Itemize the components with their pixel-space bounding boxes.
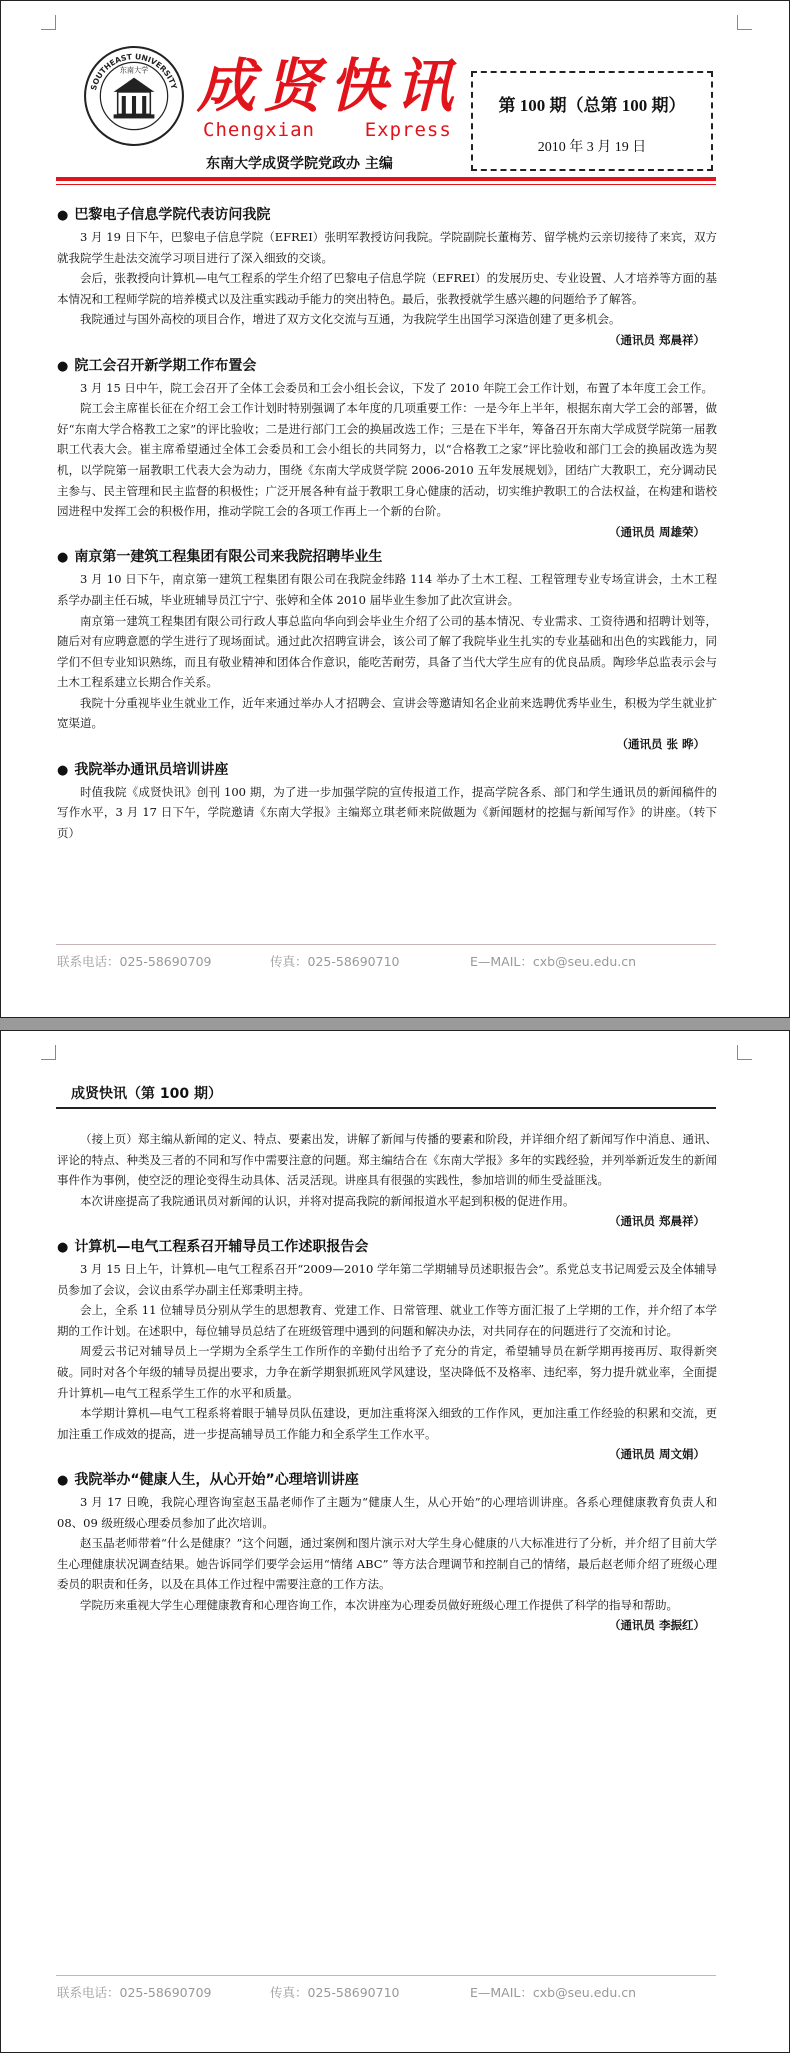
article-paragraph: 会上，全系 11 位辅导员分别从学生的思想教育、党建工作、日常管理、就业工作等方面汇报了上学期的工作，并介绍了本学期的工作计划。在述职中，每位辅导员总结了在班级管理中遇到的问题和解决办法，对共同存在的问题进行了交流和讨论。 [57, 1303, 717, 1338]
issue-date: 2010 年 3 月 19 日 [537, 140, 647, 155]
article-title-text: 南京第一建筑工程集团有限公司来我院招聘毕业生 [74, 549, 383, 566]
page1-articles [57, 204, 717, 847]
article-paragraph: 3 月 15 日上午，计算机—电气工程系召开“2009—2010 学年第二学期辅导员述职报告会”。系党总支书记周爱云及全体辅导员参加了会议，会议由系学办副主任郑秉明主持。 [57, 1261, 717, 1297]
article-title-text: 计算机—电气工程系召开辅导员工作述职报告会 [74, 1238, 369, 1255]
bullet-icon: ● [57, 550, 69, 566]
article [57, 204, 717, 351]
article [57, 1236, 717, 1465]
article [57, 759, 717, 844]
article-title-text: 院工会召开新学期工作布置会 [74, 357, 257, 374]
crop-mark [41, 1045, 56, 1060]
article-paragraph: 本学期计算机—电气工程系将着眼于辅导员队伍建设，更加注重将深入细致的工作作风，更加注重工作经验的积累和交流，更加注重工作成效的提高，进一步提高辅导员工作能力和全系学生工作水平。 [57, 1406, 717, 1441]
article-paragraph: 周爱云书记对辅导员上一学期为全系学生工作所作的辛勤付出给予了充分的肯定，希望辅导员在新学期再接再厉、取得新突破。同时对各个年级的辅导员提出要求，力争在新学期狠抓班风学风建设，坚决降低不及格率、违纪率，努力提升就业率，全面提升计算机—电气工程系学生工作的水平和质量。 [57, 1344, 717, 1400]
article-author: （通讯员 张 晔） [616, 737, 705, 752]
header-rule [56, 1107, 716, 1109]
footer-phone: 联系电话：025-58690709 [57, 1985, 212, 2000]
seal-ring-text: SOUTHEAST UNIVERSITY [89, 52, 179, 92]
article-paragraph: 南京第一建筑工程集团有限公司行政人事总监向华向到会毕业生介绍了公司的基本情况、专业需求、工资待遇和招聘计划等，随后对有应聘意愿的学生进行了现场面试。通过此次招聘宣讲会，该公司了解了我院毕业生扎实的专业基础和出色的实践能力，同学们不但专业知识熟练，而且有敬业精神和团体合作意识，能吃苦耐劳，具备了当代大学生应有的优良品质。陶珍华总监表示会与土木工程系建立长期合作关系。 [57, 613, 717, 690]
university-seal-logo [83, 45, 185, 147]
article-author: （通讯员 李振红） [608, 1618, 705, 1633]
article-paragraph: 本次讲座提高了我院通讯员对新闻的认识，并将对提高我院的新闻报道水平起到积极的促进作用。 [80, 1193, 575, 1208]
article-title-text: 我院举办通讯员培训讲座 [74, 761, 229, 778]
footer-fax: 传真：025-58690710 [270, 954, 400, 969]
footer-rule [56, 944, 716, 945]
article-paragraph: 我院十分重视毕业生就业工作，近年来通过举办人才招聘会、宣讲会等邀请知名企业前来选聘优秀毕业生，积极为学生就业扩宽渠道。 [57, 695, 717, 731]
masthead-subtitle: Chengxian Express [203, 119, 452, 141]
article-title [57, 355, 717, 378]
article-paragraph: 3 月 19 日下午，巴黎电子信息学院（EFREI）张明军教授访问我院。学院副院长董梅芳、留学桃灼云亲切接待了来宾，双方就我院学生赴法交流学习项目进行了深入细致的交谈。 [57, 230, 717, 265]
article-paragraph: 3 月 17 日晚，我院心理咨询室赵玉晶老师作了主题为“健康人生，从心开始”的心理培训讲座。各系心理健康教育负责人和 08、09 级班级心理委员参加了此次培训。 [57, 1494, 717, 1530]
article [57, 1469, 717, 1636]
article-title-text: 巴黎电子信息学院代表访问我院 [74, 207, 271, 223]
bullet-icon: ● [57, 208, 69, 223]
article-author: （通讯员 郑晨祥） [608, 1214, 705, 1229]
masthead-thin-rule [56, 184, 716, 185]
article-title [57, 204, 717, 227]
article-paragraph: 学院历来重视大学生心理健康教育和心理咨询工作，本次讲座为心理委员做好班级心理工作提供了科学的指导和帮助。 [80, 1597, 678, 1612]
article-title [57, 759, 717, 782]
bullet-icon: ● [57, 358, 69, 374]
article-paragraph: 3 月 15 日中午，院工会召开了全体工会委员和工会小组长会议，下发了 2010 年院工会工作计划，布置了本年度工会工作。 [80, 380, 713, 395]
bullet-icon: ● [57, 1472, 69, 1488]
article-author: （通讯员 郑晨祥） [608, 332, 705, 347]
seal-top-text: 东南大学 [119, 65, 149, 75]
crop-mark [737, 1045, 752, 1060]
page2-articles [57, 1129, 717, 1640]
article-title [57, 546, 717, 569]
footer-email: E—MAIL：cxb@seu.edu.cn [470, 1985, 637, 2000]
masthead-title: 成贤快讯 [197, 52, 462, 120]
article-title-text: 我院举办“健康人生，从心开始”心理培训讲座 [74, 1471, 359, 1488]
bullet-icon: ● [57, 1239, 69, 1255]
article-paragraph: （接上页）郑主编从新闻的定义、特点、要素出发，讲解了新闻与传播的要素和阶段，并详细介绍了新闻写作中消息、通讯、评论的特点、种类及三者的不同和写作中需要注意的问题。郑主编结合在《东南大学报》多年的实践经验，并列举新近发生的新闻事件作为事例，使空泛的理论变得生动具体、活灵活现。讲座具有很强的实践性，参加培训的师生受益匪浅。 [57, 1132, 717, 1188]
footer-email: E—MAIL：cxb@seu.edu.cn [470, 954, 637, 969]
article-paragraph: 赵玉晶老师带着“什么是健康？”这个问题，通过案例和图片演示对大学生身心健康的八大标准进行了分析，并介绍了目前大学生心理健康状况调查结果。她告诉同学们要学会运用“情绪 ABC” 等方法合理调节和控制自己的情绪，最后赵老师介绍了班级心理委员的职责和任务，以及在具体工作过程中需要注意的工作方法。 [57, 1536, 717, 1592]
article-title [57, 1469, 717, 1492]
crop-mark [41, 15, 56, 30]
running-header: 成贤快讯（第 100 期） [71, 1086, 222, 1102]
page-two [0, 1030, 790, 2053]
article [57, 1129, 717, 1232]
article-paragraph: 时值我院《成贤快讯》创刊 100 期，为了进一步加强学院的宣传报道工作，提高学院各系、部门和学生通讯员的新闻稿件的写作水平，3 月 17 日下午，学院邀请《东南大学报》主编郑立琪老师来院做题为《新闻题材的挖掘与新闻写作》的讲座。（转下页） [57, 784, 717, 840]
footer-rule [56, 1975, 716, 1976]
article-author: （通讯员 周文娟） [608, 1447, 705, 1462]
page-gap [0, 1018, 790, 1030]
issue-number: 第 100 期（总第 100 期） [498, 96, 686, 115]
page-one [0, 0, 790, 1018]
masthead-red-rule [56, 177, 716, 181]
masthead-organizer: 东南大学成贤学院党政办 主编 [206, 156, 393, 172]
article-title [57, 1236, 717, 1259]
article-paragraph: 院工会主席崔长征在介绍工会工作计划时特别强调了本年度的几项重要工作：一是今年上半年，根据东南大学工会的部署，做好“东南大学合格教工之家”的评比验收；二是进行部门工会的换届改选工作；三是在下半年，筹备召开东南大学成贤学院第一届教职工代表大会。崔主席希望通过全体工会委员和工会小组长的共同努力，以“合格教工之家”评比验收和部门工会的换届改选为契机，以学院第一届教职工代表大会为动力，围绕《东南大学成贤学院 2006-2010 五年发展规划》，团结广大教职工，充分调动民主参与、民主管理和民主监督的积极性；广泛开展各种有益于教职工身心健康的活动，切实维护教职工的合法权益，在构建和谐校园进程中发挥工会的积极作用，推动学院工会的各项工作再上一个新的台阶。 [57, 401, 717, 519]
article-paragraph: 我院通过与国外高校的项目合作，增进了双方文化交流与互通，为我院学生出国学习深造创建了更多机会。 [80, 312, 621, 327]
issue-box [471, 71, 713, 171]
footer-fax: 传真：025-58690710 [270, 1985, 400, 2000]
article [57, 546, 717, 754]
bullet-icon: ● [57, 762, 69, 778]
article-paragraph: 会后，张教授向计算机—电气工程系的学生介绍了巴黎电子信息学院（EFREI）的发展历史、专业设置、人才培养等方面的基本情况和工程师学院的培养模式以及注重实践动手能力的突出特色。最后，张教授就学生感兴趣的问题给予了解答。 [57, 271, 717, 306]
crop-mark [737, 15, 752, 30]
footer-phone: 联系电话：025-58690709 [57, 954, 212, 969]
article-author: （通讯员 周雄荣） [608, 524, 705, 539]
article [57, 355, 717, 543]
article-paragraph: 3 月 10 日下午，南京第一建筑工程集团有限公司在我院金纬路 114 举办了土木工程、工程管理专业专场宣讲会，土木工程系学办副主任石城，毕业班辅导员江宁宁、张婷和全体 2010 届毕业生参加了此次宣讲会。 [57, 572, 717, 607]
